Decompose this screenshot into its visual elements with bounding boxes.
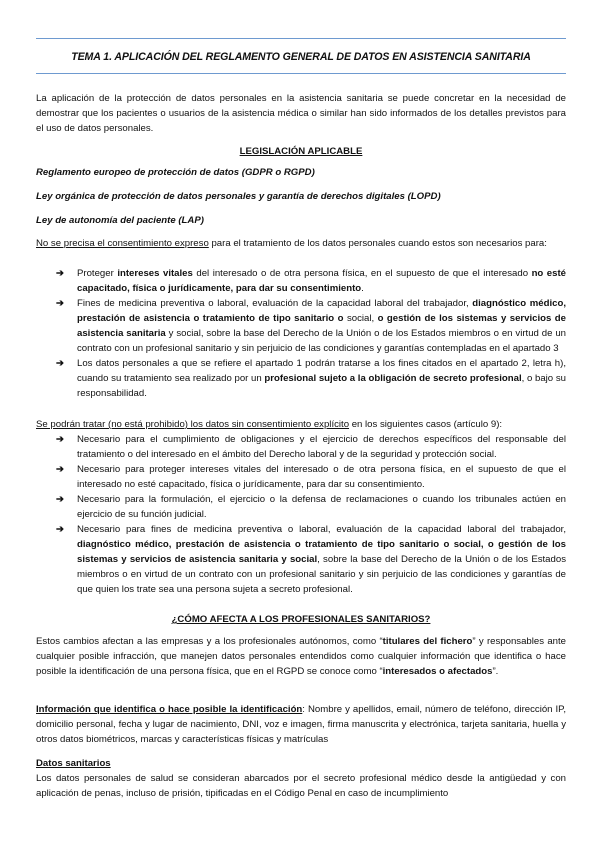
identifying-text: : Nombre y apellidos, email, número de teléfono, dirección IP, domicilio personal, fecha y lugar de nacimiento, DNI, voz e imagen, firma manuscrita y electrónica, tarjeta sanitaria, huella y otros datos biométricos, marcas y características físicas y matrículas	[36, 704, 566, 745]
consent-lead-rest: para el tratamiento de los datos personales cuando estos son necesarios para:	[208, 238, 547, 249]
list-item: ➔ Fines de medicina preventiva o laboral, evaluación de la capacidad laboral del trabajador, diagnóstico médico, prestación de asistencia o tratamiento de tipo sanitario o social, o gestión de los sistemas y servicios de asistencia sanitaria y social, sobre la base del Derecho de la Unión o de los Estados miembros o en virtud de un contrato con un profesional sanitario y sin perjuicio de las condiciones y garantías contempladas en el apartado 3	[56, 298, 567, 354]
list-item: ➔ Necesario para fines de medicina preventiva o laboral, evaluación de la capacidad laboral del trabajador, diagnóstico médico, prestación de asistencia o tratamiento de tipo sanitario o social, o gestión de los sistemas y servicios de asistencia sanitaria y social, sobre la base del Derecho de la Unión o de los Estados miembros o en virtud de un contrato con un profesional sanitario y sin perjuicio de las condiciones y garantías de que quien los trate sea una persona sujeta a secreto profesional.	[56, 524, 566, 595]
legislation-heading: LEGISLACIÓN APLICABLE	[239, 146, 363, 157]
identifying-label: Información que identifica o hace posible la identificación	[36, 704, 303, 715]
consent-lead	[36, 236, 566, 251]
law-lopd: Ley orgánica de protección de datos personales y garantía de derechos digitales (LOPD)	[36, 191, 441, 202]
health-data-heading	[36, 756, 566, 771]
document-title: TEMA 1. APLICACIÓN DEL REGLAMENTO GENERAL DE DATOS EN ASISTENCIA SANITARIA	[71, 51, 531, 63]
list-item: ➔ Necesario para la formulación, el ejercicio o la defensa de reclamaciones o cuando los tribunales actúen en ejercicio de su función judicial.	[56, 494, 566, 520]
arrow-icon: ➔	[56, 268, 65, 279]
identifying-info	[36, 702, 566, 747]
arrow-icon: ➔	[56, 464, 65, 475]
without-consent-lead	[36, 417, 566, 432]
law-lap: Ley de autonomía del paciente (LAP)	[36, 215, 204, 226]
arrow-icon: ➔	[56, 434, 65, 445]
consent-list	[56, 266, 566, 401]
professionals-heading: ¿CÓMO AFECTA A LOS PROFESIONALES SANITARIOS?	[171, 614, 431, 625]
consent-lead-underlined: No se precisa el consentimiento expreso	[36, 238, 209, 249]
health-data-text: Los datos personales de salud se consideran abarcados por el secreto profesional médico desde la antigüedad y con aplicación de penas, incluso de prisión, tipificadas en el Código Penal en caso de incumplimiento	[36, 773, 566, 799]
health-data-label: Datos sanitarios	[36, 758, 111, 769]
arrow-icon: ➔	[56, 494, 65, 505]
arrow-icon: ➔	[56, 358, 65, 369]
list-item: ➔ Proteger intereses vitales del interesado o de otra persona física, en el supuesto de que el interesado no esté capacitado, física o jurídicamente, para dar su consentimiento.	[56, 268, 567, 294]
top-rule	[36, 38, 566, 39]
list-item: ➔ Los datos personales a que se refiere el apartado 1 podrán tratarse a los fines citados en el apartado 2, letra h), cuando su tratamiento sea realizado por un profesional sujeto a la obligación de secreto profesional, o bajo su responsabilidad.	[56, 358, 566, 399]
arrow-icon: ➔	[56, 298, 65, 309]
professionals-paragraph: Estos cambios afectan a las empresas y a los profesionales autónomos, como “titulares del fichero” y responsables ante cualquier posible infracción, que manejen datos personales entendidos como cualquier información que identifica o hace posible la identificación de una persona física, que en el RGPD se conoce como “interesados o afectados”.	[36, 636, 566, 677]
without-consent-list	[56, 432, 566, 597]
list-item: ➔ Necesario para proteger intereses vitales del interesado o de otra persona física, en el supuesto de que el interesado no esté capacitado, física o jurídicamente, para dar su consentimiento.	[56, 464, 566, 490]
arrow-icon: ➔	[56, 524, 65, 535]
intro-paragraph: La aplicación de la protección de datos personales en la asistencia sanitaria se puede concretar en la necesidad de demostrar que los pacientes o usuarios de la asistencia médica o similar han sido informados de los detalles previstos para el uso de datos personales.	[36, 93, 566, 134]
title-rule	[36, 73, 566, 74]
law-gdpr: Reglamento europeo de protección de datos (GDPR o RGPD)	[36, 167, 315, 178]
list-item: ➔ Necesario para el cumplimiento de obligaciones y el ejercicio de derechos específicos del responsable del tratamiento o del interesado en el ámbito del Derecho laboral y de la seguridad y protección social.	[56, 434, 566, 460]
without-consent-lead-underlined: Se podrán tratar (no está prohibido) los datos sin consentimiento explícito	[36, 419, 350, 430]
without-consent-lead-rest: en los siguientes casos (artículo 9):	[349, 419, 503, 430]
